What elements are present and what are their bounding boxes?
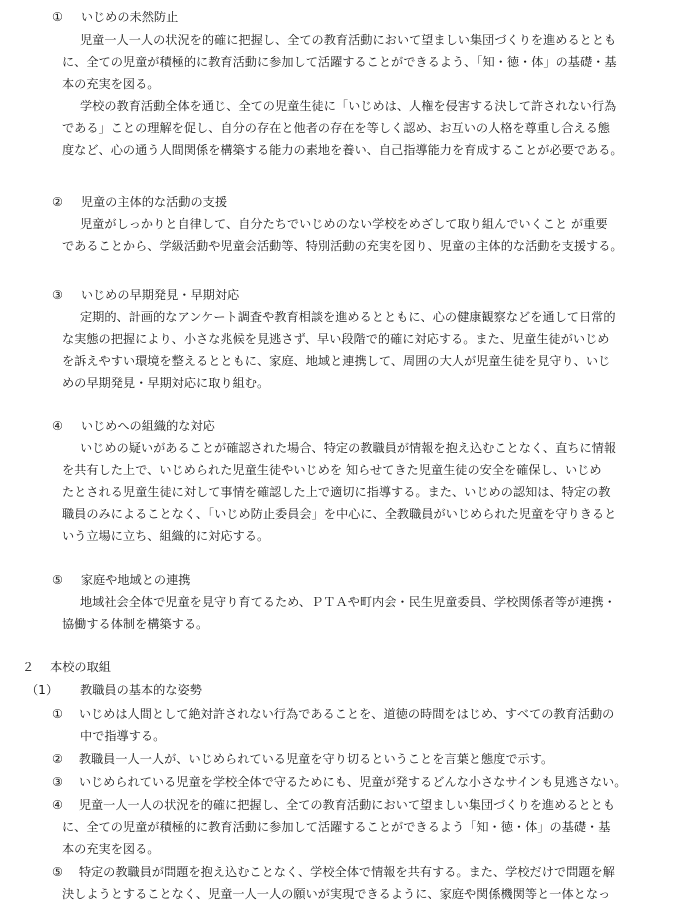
subsection-title: 教職員の基本的な姿勢 <box>80 683 202 697</box>
item-number: ③ <box>52 775 63 789</box>
subsection-number: （1） <box>26 683 59 697</box>
item-number: ⑤ <box>52 865 63 879</box>
body-line: 地域社会全体で児童を見守り育てるため、ＰＴＡや町内会・民生児童委員、学校関係者等が連携・ <box>80 595 616 609</box>
body-line: いじめの疑いがあることが確認された場合、特定の教職員が情報を抱え込むことなく、直ちに情報 <box>80 441 617 455</box>
subsection-heading <box>26 680 202 700</box>
section-title: いじめの未然防止 <box>80 10 179 24</box>
section-title: いじめへの組織的な対応 <box>80 419 215 433</box>
section-number: ④ <box>52 419 63 433</box>
section-1-heading <box>52 7 178 27</box>
section-title: 家庭や地域との連携 <box>80 573 191 587</box>
body-line: 児童がしっかりと自律して、自分たちでいじめのない学校をめざして取り組んでいくこと が重要 <box>80 217 608 231</box>
section-number: ③ <box>52 288 63 302</box>
section-5-heading <box>52 570 191 590</box>
section-4-heading <box>52 416 215 436</box>
body-line: 学校の教育活動全体を通じ、全ての児童生徒に「いじめは、人権を侵害する決して許されない行為 <box>80 99 617 113</box>
item-number: ② <box>52 752 63 766</box>
body-line: を訴えやすい環境を整えるとともに、家庭、地域と連携して、周囲の大人が児童生徒を見守り、いじ <box>62 354 611 368</box>
section-number: ⑤ <box>52 573 63 587</box>
list-item-continuation: に、全ての児童が積極的に教育活動に参加して活躍することができるよう「知・徳・体」の基礎・基 <box>62 820 611 834</box>
body-line: である」ことの理解を促し、自分の存在と他者の存在を等しく認め、お互いの人格を尊重し合える態 <box>62 121 610 135</box>
list-item <box>52 772 626 792</box>
list-item <box>52 795 615 815</box>
item-number: ① <box>52 707 63 721</box>
section-number: ① <box>52 10 63 24</box>
body-line: な実態の把握により、小さな兆候を見逃さず、早い段階で的確に対応する。また、児童生徒がいじめ <box>62 332 610 346</box>
body-line: に、全ての児童が積極的に教育活動に参加して活躍することができるよう、「知・徳・体」の基礎・基 <box>62 55 617 69</box>
body-line: 定期的、計画的なアンケート調査や教育相談を進めるとともに、心の健康観察などを通して日常的 <box>80 310 616 324</box>
body-line: めの早期発見・早期対応に取り組む。 <box>62 376 270 390</box>
body-line: を共有した上で、いじめられた児童生徒やいじめを 知らせてきた児童生徒の安全を確保し、いじめ <box>62 463 602 477</box>
body-line: 職員のみによることなく、「いじめ防止委員会」を中心に、全教職員がいじめられた児童を守りきると <box>62 507 617 521</box>
part-2-heading <box>22 657 111 677</box>
item-text: 教職員一人一人が、いじめられている児童を守り切るということを言葉と態度で示す。 <box>78 752 554 766</box>
item-number: ④ <box>52 798 63 812</box>
part-number: ２ <box>22 660 35 674</box>
section-title: いじめの早期発見・早期対応 <box>80 288 240 302</box>
body-line: いう立場に立ち、組織的に対応する。 <box>62 529 270 543</box>
list-item <box>52 862 615 882</box>
item-text: 児童一人一人の状況を的確に把握し、全ての教育活動において望ましい集団づくりを進めるととも <box>78 798 616 812</box>
list-item <box>52 749 553 769</box>
body-line: であることから、学級活動や児童会活動等、特別活動の充実を図り、児童の主体的な活動を支援する。 <box>62 239 623 253</box>
body-line: たとされる児童生徒に対して事情を確認した上で適切に指導する。また、いじめの認知は、特定の教 <box>62 485 611 499</box>
list-item <box>52 704 614 724</box>
section-number: ② <box>52 195 63 209</box>
list-item-continuation: 中で指導する。 <box>80 729 166 743</box>
section-title: 児童の主体的な活動の支援 <box>80 195 228 209</box>
body-line: 度など、心の通う人間関係を構築する能力の素地を養い、自己指導能力を育成することが必要である。 <box>62 143 623 157</box>
item-text: 特定の教職員が問題を抱え込むことなく、学校全体で情報を共有する。また、学校だけで問題を解 <box>78 865 615 879</box>
section-3-heading <box>52 285 239 305</box>
body-line: 協働する体制を構築する。 <box>62 617 209 631</box>
part-title: 本校の取組 <box>50 660 111 674</box>
list-item-continuation: 決しようとすることなく、児童一人一人の願いが実現できるように、家庭や関係機関等と一体となっ <box>62 887 611 901</box>
body-line: 本の充実を図る。 <box>62 77 160 91</box>
body-line: 児童一人一人の状況を的確に把握し、全ての教育活動において望ましい集団づくりを進めるととも <box>80 33 617 47</box>
list-item-continuation: 本の充実を図る。 <box>62 842 160 856</box>
section-2-heading <box>52 192 227 212</box>
item-text: いじめられている児童を学校全体で守るためにも、児童が発するどんな小さなサインも見逃さない。 <box>78 775 627 789</box>
item-text: いじめは人間として絶対許されない行為であることを、道徳の時間をはじめ、すべての教育活動の <box>78 707 615 721</box>
